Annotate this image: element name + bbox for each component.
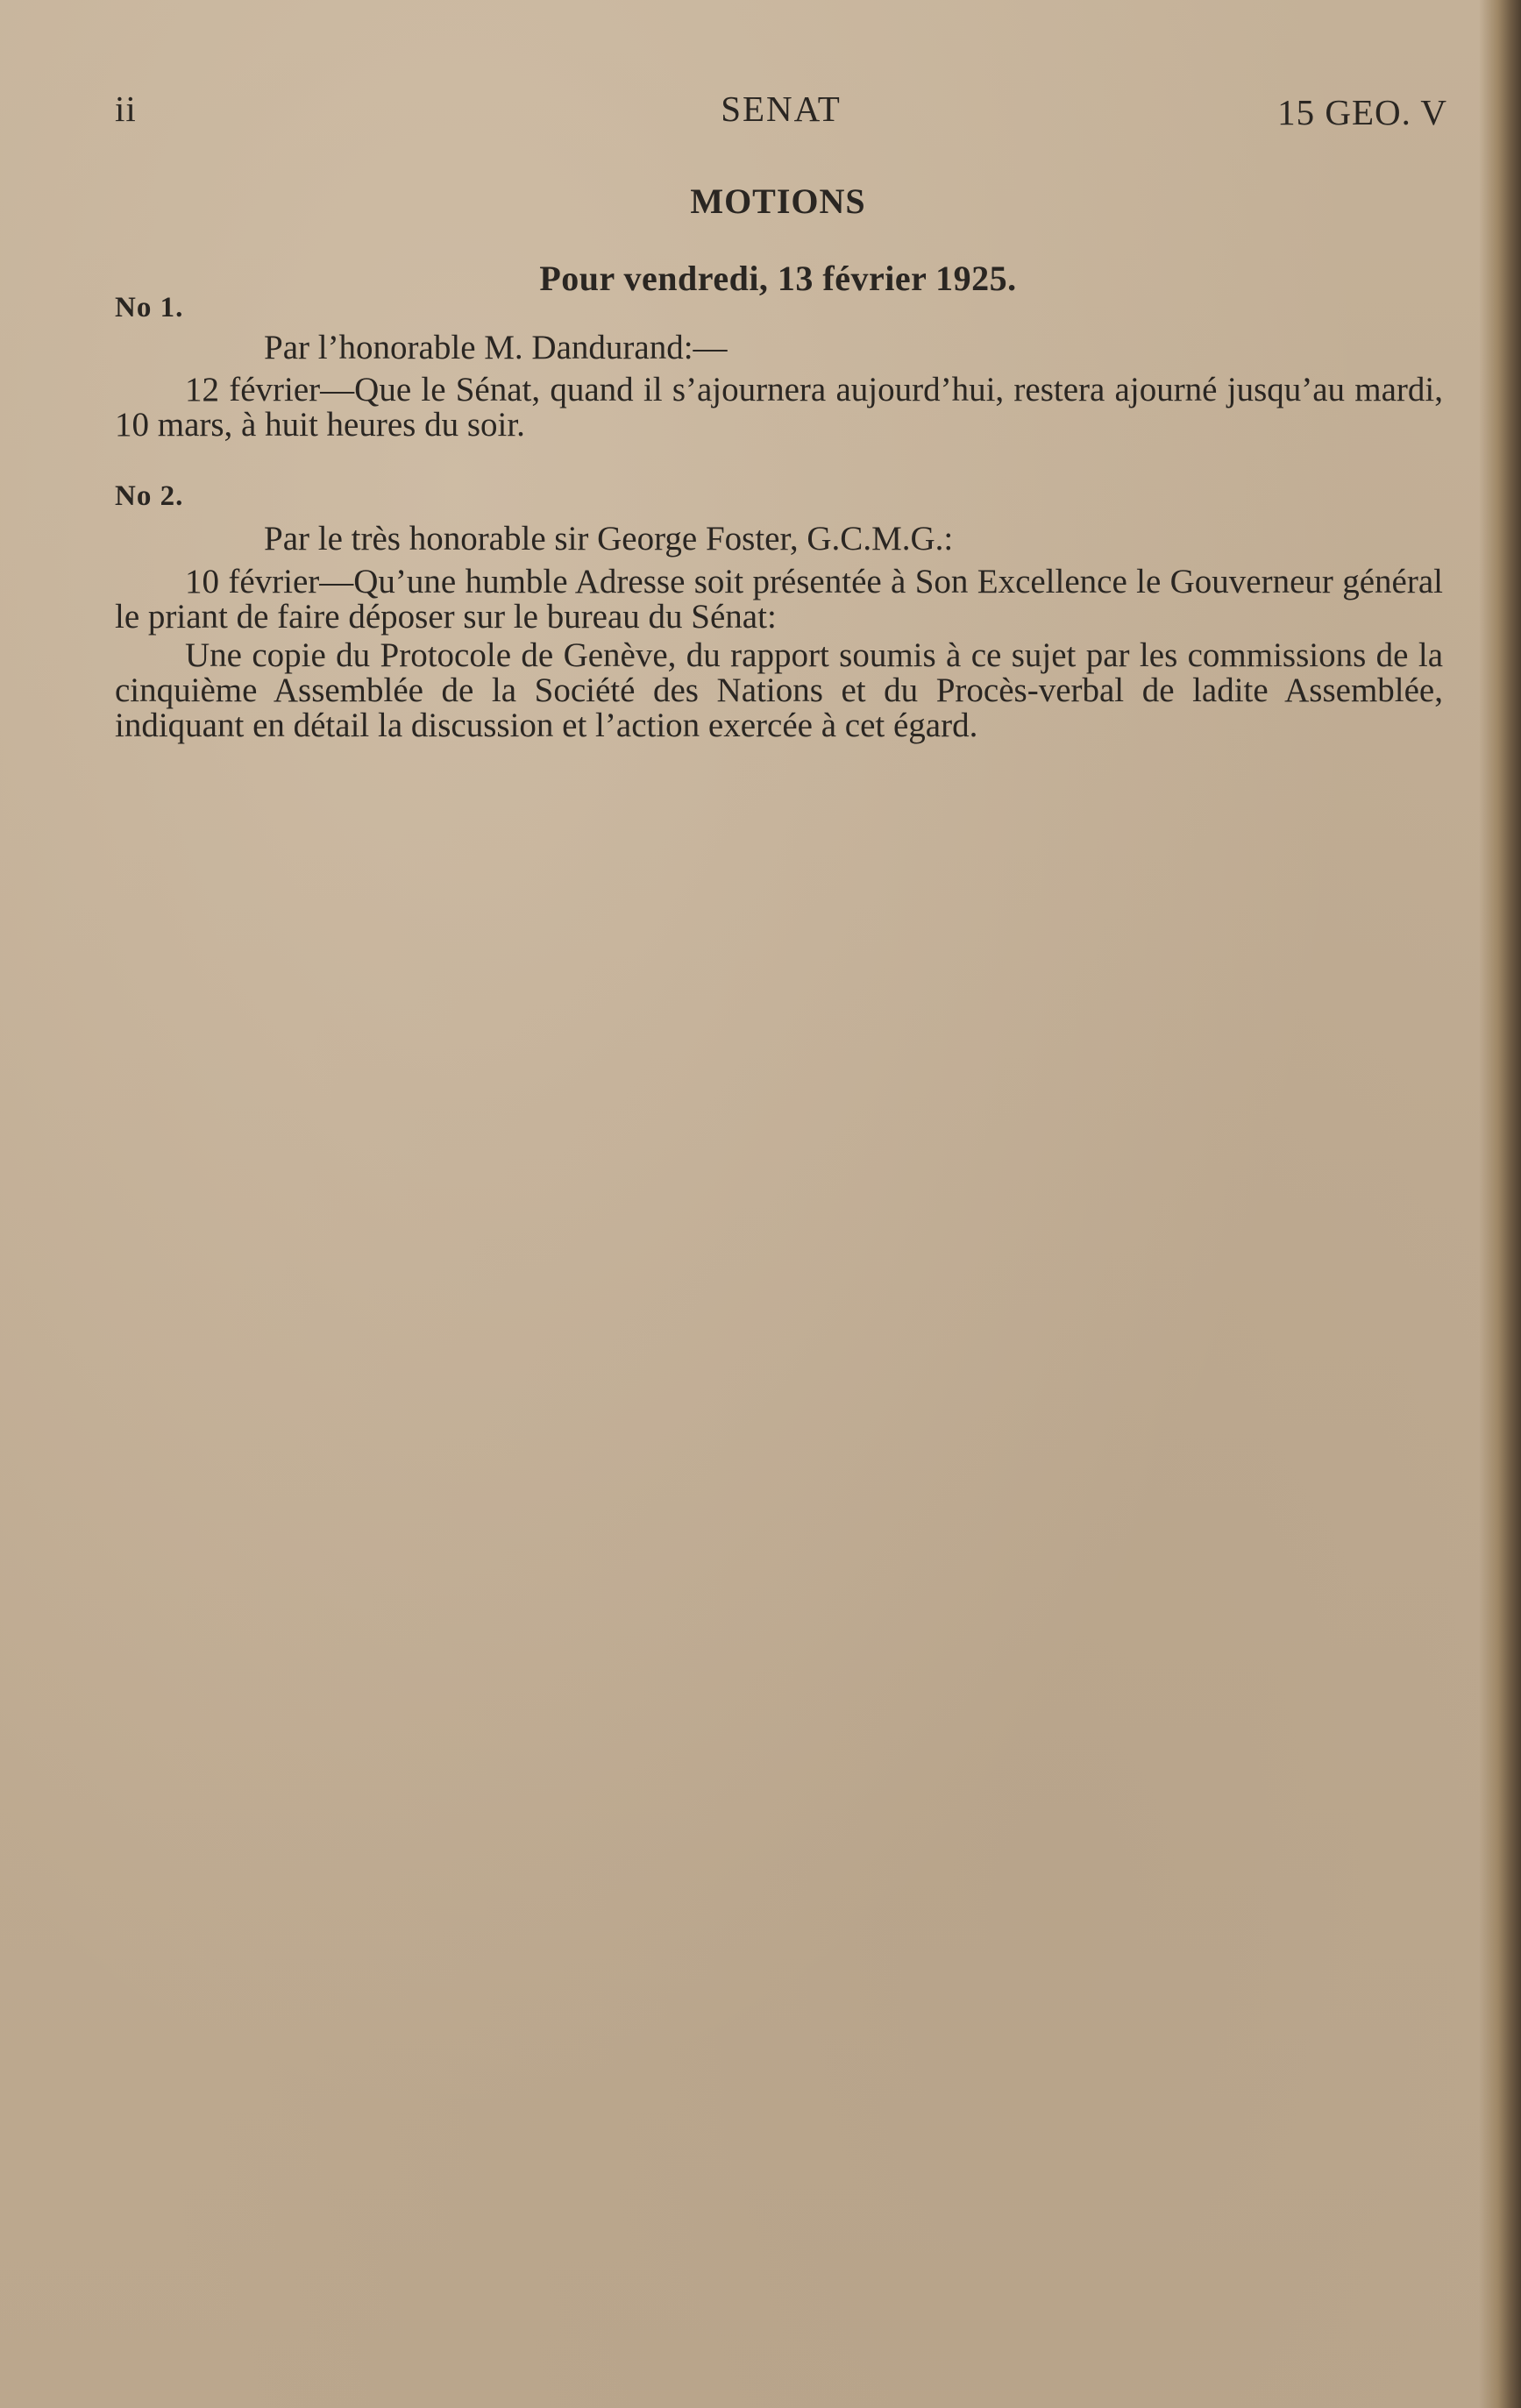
motion-text: 10 février—Qu’une humble Adresse soit présentée à Son Excellence le Gouverneur général le priant de faire déposer sur le bureau du Sénat:: [115, 563, 1443, 636]
motion-text: 12 février—Que le Sénat, quand il s’ajournera aujourd’hui, restera ajourné jusqu’au mardi, 10 mars, à huit heures du soir.: [115, 371, 1443, 444]
motion-text: Une copie du Protocole de Genève, du rapport soumis à ce sujet par les commissions de la cinquième Assemblée de la Société des Nations et du Procès-verbal de ladite Assemblée, indiquant en détail la discussion et l’action exercée à cet égard.: [115, 636, 1443, 744]
motion-number: No 1.: [115, 292, 184, 323]
page-edge-shadow: [1479, 0, 1521, 2408]
header-title: SENAT: [721, 89, 842, 129]
motion-mover: Par l’honorable M. Dandurand:—: [264, 329, 728, 366]
page-folio: ii: [115, 89, 137, 129]
sitting-date: Pour vendredi, 13 février 1925.: [539, 259, 1017, 298]
running-header: [115, 88, 1447, 133]
motion-number: No 2.: [115, 480, 184, 512]
header-session: 15 GEO. V: [1277, 92, 1447, 132]
section-title: MOTIONS: [690, 181, 866, 221]
motion-mover: Par le très honorable sir George Foster, G.C.M.G.:: [264, 520, 954, 558]
